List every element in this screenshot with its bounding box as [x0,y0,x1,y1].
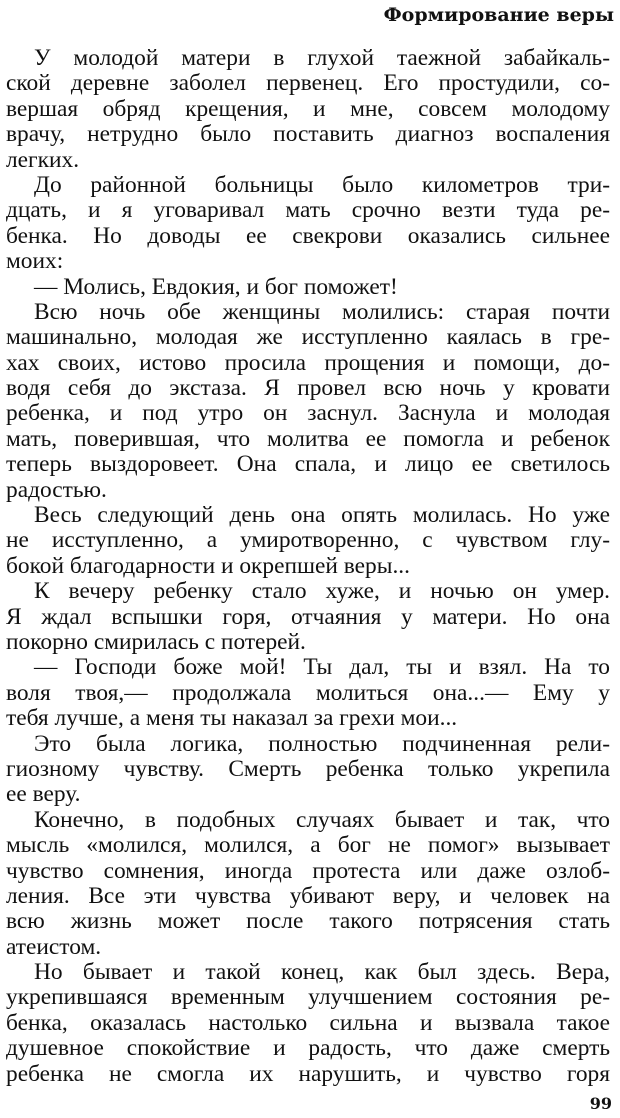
text-line: хах своих, истово просила прощения и помощи, до- [6,350,610,376]
text-line: вершая обряд крещения, и мне, совсем молодому [6,96,610,122]
text-line: ской деревне заболел первенец. Его простудили, со- [6,71,610,97]
text-line: воля твоя,— продолжала молиться она...— Ему у [6,680,610,706]
text-line: всю жизнь может после такого потрясения стать [6,909,610,935]
text-line: — Молись, Евдокия, и бог поможет! [34,274,398,300]
text-line: водя себя до экстаза. Я провел всю ночь у кровати [6,376,610,402]
text-line: Я ждал вспышки горя, отчаяния у матери. Но она [6,604,610,630]
text-line: бокой благодарности и окрепшей веры... [6,553,411,579]
text-line: До районной больницы было километров три- [34,172,610,198]
text-line: тебя лучше, а меня ты наказал за грехи мои... [6,706,458,732]
text-line: атеистом. [6,934,102,960]
text-line: чувство сомнения, иногда протеста или даже озлоб- [6,858,610,884]
text-line: К вечеру ребенку стало хуже, и ночью он умер. [34,579,610,605]
text-line: Это была логика, полностью подчиненная рели- [34,731,610,757]
text-line: Конечно, в подобных случаях бывает и так, что [34,807,610,833]
text-line: ее веру. [6,782,81,808]
text-line: не исступленно, а умиротворенно, с чувством глу- [6,528,610,554]
text-line: мысль «молился, молился, а бог не помог» вызывает [6,833,610,859]
body-text [6,46,610,1087]
page-number: 99 [589,1094,612,1113]
text-line: врачу, нетрудно было поставить диагноз воспаления [6,122,610,148]
text-line: дцать, и я уговаривал мать срочно везти туда ре- [6,198,610,224]
text-line: У молодой матери в глухой таежной забайкаль- [34,46,610,71]
text-line: ления. Все эти чувства убивают веру, и человек на [6,883,610,909]
text-line: легких. [6,147,80,173]
text-line: Но бывает и такой конец, как был здесь. Вера, [34,960,610,986]
text-line: гиозному чувству. Смерть ребенка только укрепила [6,756,610,782]
text-line: укрепившаяся временным улучшением состояния ре- [6,985,610,1011]
text-line: мать, поверившая, что молитва ее помогла и ребенок [6,426,610,452]
text-line: ребенка, и под утро он заснул. Заснула и молодая [6,401,610,427]
text-line: радостью. [6,477,107,503]
text-line: моих: [6,249,64,275]
text-line: теперь выздоровеет. Она спала, и лицо ее светилось [6,452,610,478]
text-line: машинально, молодая же исступленно каялась в гре- [6,325,610,351]
text-line: бенка. Но доводы ее свекрови оказались сильнее [6,223,610,249]
text-line: — Господи боже мой! Ты дал, ты и взял. На то [34,655,610,681]
text-line: ребенка не смогла их нарушить, и чувство горя [6,1061,610,1087]
running-title: Формирование веры [383,4,614,26]
text-line: Весь следующий день она опять молилась. Но уже [34,503,610,529]
text-line: Всю ночь обе женщины молились: старая почти [34,299,610,325]
text-line: душевное спокойствие и радость, что даже смерть [6,1036,610,1062]
text-line: покорно смирилась с потерей. [6,629,306,655]
text-line: бенка, оказалась настолько сильна и вызвала такое [6,1010,610,1036]
